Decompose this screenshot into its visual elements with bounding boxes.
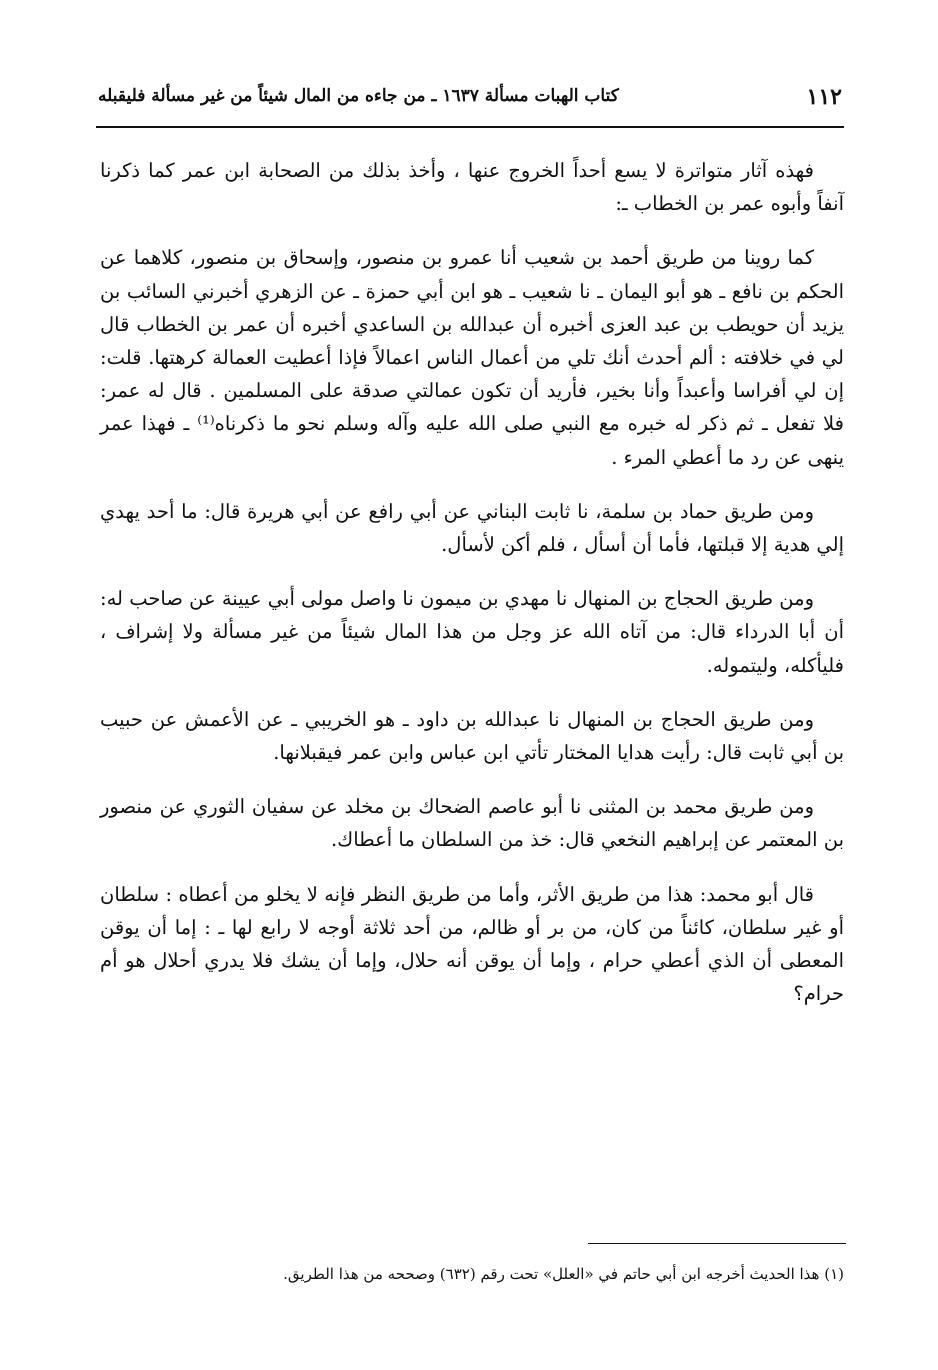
header-rule <box>96 126 844 128</box>
footnote-rule <box>588 1243 846 1244</box>
paragraph: فهذه آثار متواترة لا يسع أحداً الخروج عنها ، وأخذ بذلك من الصحابة ابن عمر كما ذكرنا آنفاً وأبوه عمر بن الخطاب ـ: <box>100 159 844 216</box>
paragraph: كما روينا من طريق أحمد بن شعيب أنا عمرو بن منصور، وإسحاق بن منصور، كلاهما عن الحكم بن نافع ـ هو أبو اليمان ـ نا شعيب ـ هو ابن أبي حمزة ـ عن الزهري أخبرني السائب بن يزيد أن حويطب بن عبد العزى أخبره أن عبدالله بن الساعدي أخبره أن عمر بن الخطاب قال لي في خلافته : ألم أحدث أنك تلي من أعمال الناس اعمالاً فإذا أعطيت العمالة كرهتها. قلت: إن لي أفراسا وأعبداً وأنا بخير، فأريد أن تكون عمالتي صدقة على المسلمين . قال له عمر: فلا تفعل ـ ثم ذكر له خبره مع النبي صلى الله عليه وآله وسلم نحو ما ذكرناه⁽¹⁾ ـ فهذا عمر ينهى عن رد ما أعطي المرء . <box>100 246 845 469</box>
paragraph: ومن طريق الحجاج بن المنهال نا مهدي بن ميمون نا واصل مولى أبي عيينة عن صاحب له: أن أبا الدرداء قال: من آتاه الله عز وجل من هذا المال شيئاً من غير مسألة ولا إشراف ، فليأكله، وليتموله. <box>100 587 844 677</box>
page-number: ١١٢ <box>806 84 842 110</box>
running-title: كتاب الهبات مسألة ١٦٣٧ ـ من جاءه من المال شيئاً من غير مسألة فليقبله <box>98 86 619 106</box>
page-header <box>98 84 842 120</box>
paragraph: قال أبو محمد: هذا من طريق الأثر، وأما من طريق النظر فإنه لا يخلو من أعطاه : سلطان أو غير سلطان، كائناً من كان، من بر أو ظالم، من أحد ثلاثة أوجه لا رابع لها ـ : إما أن يوقن المعطى أن الذي أعطي حرام ، وإما أن يوقن أنه حلال، وإما أن يشك فلا يدري أحلال هو أم حرام؟ <box>100 882 844 1006</box>
paragraph: ومن طريق الحجاج بن المنهال نا عبدالله بن داود ـ هو الخريبي ـ عن الأعمش عن حبيب بن أبي ثابت قال: رأيت هدايا المختار تأتي ابن عباس وابن عمر فيقبلانها. <box>100 707 844 765</box>
paragraph: ومن طريق محمد بن المثنى نا أبو عاصم الضحاك بن مخلد عن سفيان الثوري عن منصور بن المعتمر عن إبراهيم النخعي قال: خذ من السلطان ما أعطاك. <box>100 795 844 852</box>
main-text <box>100 154 844 1031</box>
footnote: (١) هذا الحديث أخرجه ابن أبي حاتم في «العلل» تحت رقم (٦٣٢) وصححه من هذا الطريق. <box>283 1265 844 1283</box>
paragraph: ومن طريق حماد بن سلمة، نا ثابت البناني عن أبي رافع عن أبي هريرة قال: ما أحد يهدي إلي هدية إلا قبلتها، فأما أن أسأل ، فلم أكن لأسأل. <box>100 499 844 557</box>
footnotes <box>100 1262 844 1286</box>
